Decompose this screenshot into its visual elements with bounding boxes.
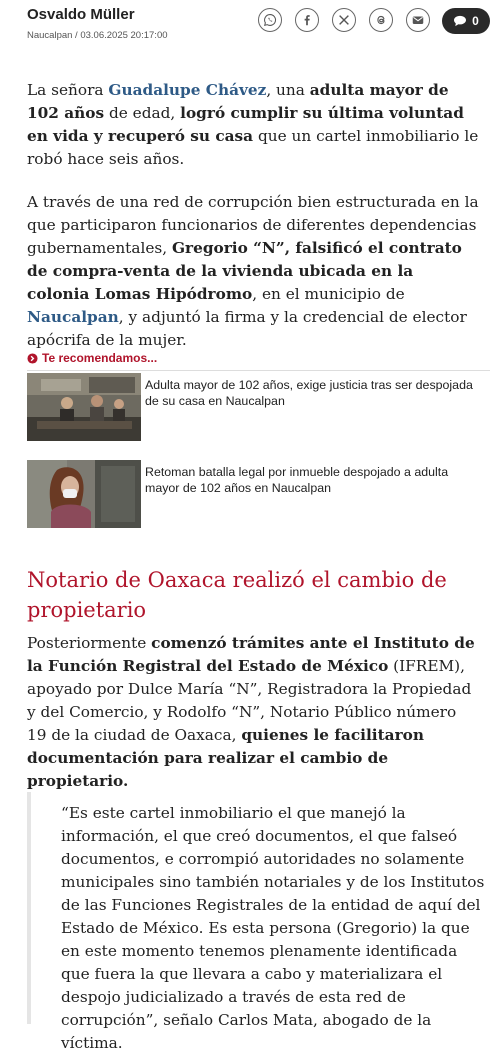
facebook-share-button[interactable] — [295, 8, 319, 32]
recommended-title: Te recomendamos... — [42, 351, 158, 365]
comments-button[interactable] — [442, 8, 490, 34]
email-share-button[interactable] — [406, 8, 430, 32]
x-share-button[interactable] — [332, 8, 356, 32]
bold-text: logró cumplir su última voluntad en vida y recuperó su casa — [27, 104, 464, 145]
text-run: La señora — [27, 81, 109, 99]
text-run: , y adjuntó la firma y la credencial de elector apócrifa de la mujer. — [27, 308, 467, 349]
section-heading: Notario de Oaxaca realizó el cambio de propietario — [27, 568, 447, 622]
bold-text: Gregorio “N”, falsificó el contrato de compra-venta de la vivienda ubicada en la colonia Lomas Hipódromo — [27, 239, 462, 303]
author-name[interactable]: Osvaldo Müller — [27, 6, 135, 23]
email-icon — [411, 13, 425, 27]
divider — [27, 370, 490, 371]
text-run: (IFREM), apoyado por Dulce María “N”, Registradora la Propiedad y del Comercio, y Rodolfo “N”, Notario Público número 19 de la ciudad de Oaxaca, — [27, 657, 472, 744]
intro-paragraph-2 — [27, 191, 479, 352]
text-run: , una — [266, 81, 310, 99]
comment-count: 0 — [472, 14, 479, 28]
section-paragraph — [27, 632, 479, 793]
naucalpan-link[interactable]: Naucalpan — [27, 308, 119, 326]
threads-icon — [374, 13, 388, 27]
text-run: A través de una red de corrupción bien estructurada en la que participaron funcionarios de diferentes dependencias gubernamentales, — [27, 193, 479, 257]
arrow-circle-icon — [27, 353, 38, 364]
bold-text: comenzó trámites ante el Instituto de la Función Registral del Estado de México — [27, 634, 475, 675]
recommended-item[interactable] — [27, 373, 490, 443]
text-run: Posteriormente — [27, 634, 152, 652]
recommended-thumbnail[interactable] — [27, 373, 141, 441]
bold-text: quienes le facilitaron documentación para realizar el cambio de propietario. — [27, 726, 424, 790]
text-run: , en el municipio de — [252, 285, 405, 303]
article-meta: Naucalpan / 03.06.2025 20:17:00 — [27, 30, 168, 41]
guadalupe-chavez-link[interactable]: Guadalupe Chávez — [108, 81, 267, 99]
comment-bubble-icon — [453, 15, 467, 27]
threads-share-button[interactable] — [369, 8, 393, 32]
text-run: de edad, — [104, 104, 181, 122]
whatsapp-icon — [263, 13, 277, 27]
text-run: que un cartel inmobiliario le robó hace seis años. — [27, 127, 479, 168]
intro-paragraph-1 — [27, 79, 479, 171]
quote-text: “Es este cartel inmobiliario el que manejó la información, el que creó documentos, el que falseó documentos, e corrompió autoridades no solamente municipales sino también notariales y de los Institutos de las Funciones Registrales de la entidad de aquí del Estado de México. Es esta persona (Gregorio) la que en este momento tenemos plenamente identificada que fuera la que llevara a cabo y materializara el despojo judicializado a través de esta red de corrupción”, señalo Carlos Mata, abogado de la víctima. — [61, 804, 485, 1052]
recommended-heading — [27, 351, 157, 365]
recommended-thumbnail[interactable] — [27, 460, 141, 528]
x-icon — [337, 13, 351, 27]
facebook-icon — [300, 13, 314, 27]
article-header — [0, 0, 497, 46]
bold-text: adulta mayor de 102 años — [27, 81, 449, 122]
whatsapp-share-button[interactable] — [258, 8, 282, 32]
recommended-title-1[interactable]: Adulta mayor de 102 años, exige justicia tras ser despojada de su casa en Naucalpan — [145, 378, 473, 408]
recommended-title-2[interactable]: Retoman batalla legal por inmueble despojado a adulta mayor de 102 años en Naucalpan — [145, 465, 449, 495]
quote-block — [27, 792, 490, 1052]
recommended-item[interactable] — [27, 460, 490, 530]
